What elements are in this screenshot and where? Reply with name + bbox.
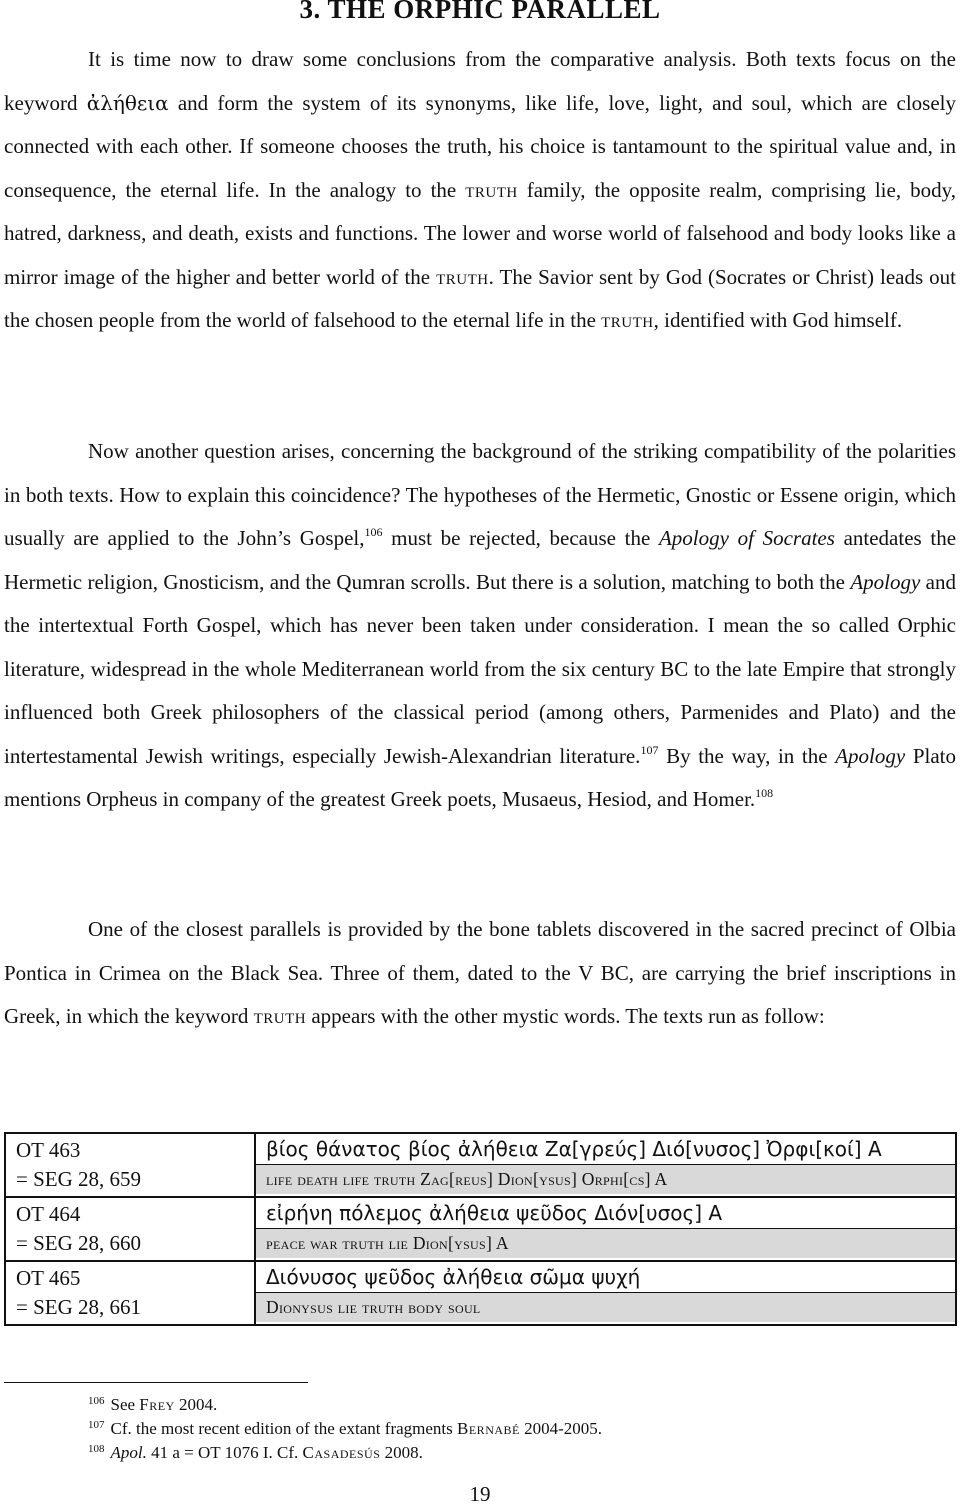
text-span: It is time now to draw some conclusions from the comparative analysis. Both texts focus on the keyword	[4, 47, 956, 115]
text-span: and form the system of its synonyms, like life, love, light, and soul, which are closely connected with each other. If someone chooses the truth, his choice is tantamount to the spiritual value and, in consequence, the eternal life. In the analogy to the	[4, 90, 956, 202]
footnote-author: Bernabé	[457, 1419, 520, 1438]
truth-smallcaps: truth	[601, 308, 654, 332]
text-span: By the way, in the	[658, 743, 836, 768]
inscription-id-cell	[5, 1261, 255, 1325]
inscriptions-table	[4, 1132, 957, 1326]
greek-keyword: ἀλήθεια	[86, 90, 169, 115]
text-span: family, the opposite realm, comprising lie, body, hatred, darkness, and death, exists and functions. The lower and worse world of falsehood and body looks like a mirror image of the higher and better world of the	[4, 177, 956, 289]
table-row	[5, 1197, 956, 1261]
footnote-text: Cf. the most recent edition of the extant fragments	[110, 1419, 458, 1438]
text-span: . The Savior sent by God (Socrates or Christ) leads out the chosen people from the world of falsehood to the eternal life in the	[4, 264, 956, 332]
inscription-seg: = SEG 28, 661	[16, 1295, 142, 1319]
truth-smallcaps: truth	[436, 264, 489, 289]
paragraph-2	[4, 430, 956, 822]
table-row	[5, 1133, 956, 1197]
footnote-text: 2008.	[380, 1443, 423, 1462]
section-title: 3. THE ORPHIC PARALLEL	[299, 0, 661, 24]
work-title: Apology	[835, 743, 906, 768]
paragraph-1	[4, 38, 956, 343]
translation-text: life death life truth Zag[reus] Dion[ysus] Orphi[cs] A	[256, 1164, 955, 1194]
inscription-id-cell	[5, 1197, 255, 1261]
text-span: appears with the other mystic words. The texts run as follow:	[306, 1004, 825, 1028]
footnote-author: Frey	[139, 1395, 175, 1414]
inscription-text-cell	[255, 1261, 956, 1325]
work-title: Apology	[850, 569, 921, 594]
footnote-ref-107[interactable]: 107	[640, 742, 659, 757]
footnote-106	[88, 1393, 948, 1417]
text-span: and the intertextual Forth Gospel, which has never been taken under consideration. I mean the so called Orphic literature, widespread in the whole Mediterranean world from the six century BC to the late Empire that strongly influenced both Greek philosophers of the classical period (among others, Parmenides and Plato) and the intertestamental Jewish writings, especially Jewish-Alexandrian literature.	[4, 569, 956, 768]
text-span: One of the closest parallels is provided by the bone tablets discovered in the sacred precinct of Olbia Pontica in Crimea on the Black Sea. Three of them, dated to the V BC, are carrying the brief inscriptions in Greek, in which the keyword	[4, 917, 956, 1028]
footnote-text: 2004.	[174, 1395, 218, 1414]
inscription-id-cell	[5, 1133, 255, 1197]
footnote-text: See	[110, 1395, 140, 1414]
footnote-author: Casadesús	[302, 1443, 381, 1462]
footnote-text: 41 a = OT 1076 I. Cf.	[146, 1443, 303, 1462]
text-span: Now another question arises, concerning the background of the striking compatibility of the polarities in both texts. How to explain this coincidence? The hypotheses of the Hermetic, Gnostic or Essene origin, which usually are applied to the John’s Gospel,	[4, 439, 956, 550]
translation-text: peace war truth lie Dion[ysus] A	[256, 1228, 955, 1258]
table-row	[5, 1261, 956, 1325]
footnotes	[88, 1393, 948, 1465]
greek-text: εἰρήνη πόλεμος ἀλήθεια ψεῦδος Διόν[υσος] Α	[266, 1201, 723, 1225]
greek-text: βίος θάνατος βίος ἀλήθεια Ζα[γρεύς] Διό[νυσος] Ὀρφι[κοί] Α	[266, 1137, 882, 1161]
greek-text: Διόνυσος ψεῦδος ἀλήθεια σῶμα ψυχή	[266, 1265, 641, 1289]
footnote-work-title: Apol.	[110, 1443, 147, 1462]
footnote-107	[88, 1417, 948, 1441]
text-span: antedates the Hermetic religion, Gnosticism, and the Qumran scrolls. But there is a solution, matching to both the	[4, 526, 957, 594]
footnote-number: 107	[88, 1419, 105, 1431]
footnote-108	[88, 1441, 948, 1465]
paragraph-3	[4, 908, 956, 1039]
footnote-text: 2004-2005.	[519, 1419, 603, 1438]
inscription-seg: = SEG 28, 660	[16, 1231, 142, 1255]
translation-text: Dionysus lie truth body soul	[256, 1292, 955, 1322]
footnote-number: 108	[88, 1443, 105, 1455]
inscription-id: OT 463	[16, 1138, 81, 1162]
work-title: Apology of Socrates	[658, 526, 835, 550]
truth-smallcaps: truth	[465, 177, 518, 202]
footnote-ref-106[interactable]: 106	[364, 525, 383, 539]
footnote-divider	[4, 1382, 308, 1383]
text-span: Plato mentions Orpheus in company of the greatest Greek poets, Musaeus, Hesiod, and Homer.	[4, 743, 956, 811]
footnote-number: 106	[88, 1395, 105, 1407]
inscription-text-cell	[255, 1197, 956, 1261]
footnote-ref-108[interactable]: 108	[755, 786, 774, 800]
inscription-id: OT 465	[16, 1266, 81, 1290]
truth-smallcaps: truth	[253, 1004, 307, 1028]
page-number: 19	[469, 1482, 491, 1506]
inscription-text-cell	[255, 1133, 956, 1197]
inscription-id: OT 464	[16, 1202, 81, 1226]
text-span: , identified with God himself.	[653, 308, 903, 332]
text-span: must be rejected, because the	[382, 526, 659, 550]
inscription-seg: = SEG 28, 659	[16, 1167, 142, 1191]
